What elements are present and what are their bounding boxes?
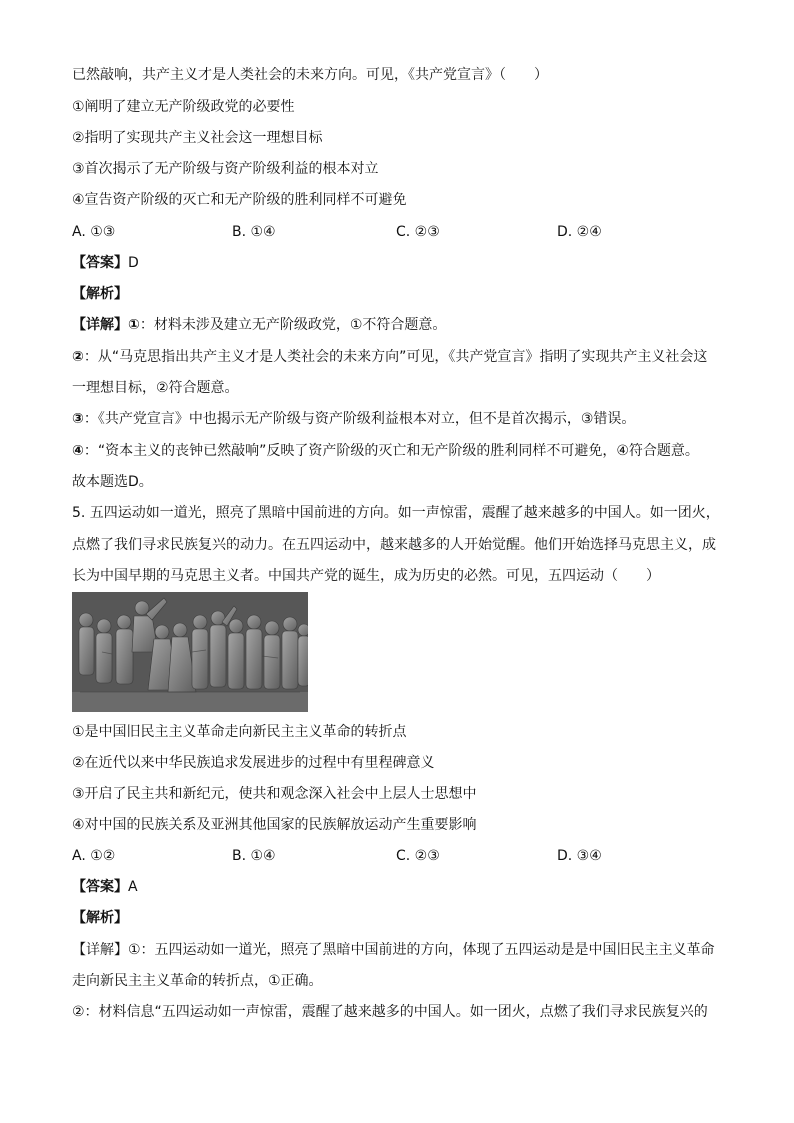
q5-stem-line-1: 5. 五四运动如一道光，照亮了黑暗中国前进的方向。如一声惊雷，震醒了越来越多的中国人。如一团火， — [72, 505, 720, 521]
answer-label: 【答案】 — [72, 255, 128, 271]
q4-statement-2: ②指明了实现共产主义社会这一理想目标 — [72, 130, 323, 146]
detail-mark: ③ — [72, 411, 84, 427]
q4-analysis-label: 【解析】 — [72, 286, 128, 302]
q5-option-d: D. ③④ — [557, 848, 602, 864]
q4-statement-3: ③首次揭示了无产阶级与资产阶级利益的根本对立 — [72, 161, 379, 177]
relief-sculpture-illustration — [72, 592, 308, 712]
q4-detail-2-cont: 一理想目标，②符合题意。 — [72, 380, 239, 396]
detail-label: 【详解】 — [72, 317, 128, 333]
may-fourth-relief-image — [72, 592, 308, 712]
q5-stem-line-2: 点燃了我们寻求民族复兴的动力。在五四运动中，越来越多的人开始觉醒。他们开始选择马克思主义，成 — [72, 537, 716, 553]
q5-statement-4: ④对中国的民族关系及亚洲其他国家的民族解放运动产生重要影响 — [72, 817, 477, 833]
q4-option-c: C. ②③ — [396, 224, 440, 240]
detail-text: ：《共产党宣言》中也揭示无产阶级与资产阶级利益根本对立，但不是首次揭示，③错误。 — [83, 411, 636, 427]
detail-mark: ④ — [72, 443, 84, 459]
q5-analysis-label: 【解析】 — [72, 910, 128, 926]
q5-statement-2: ②在近代以来中华民族追求发展进步的过程中有里程碑意义 — [72, 755, 435, 771]
q5-statement-3: ③开启了民主共和新纪元，使共和观念深入社会中上层人士思想中 — [72, 786, 477, 802]
q5-stem-line-3: 长为中国早期的马克思主义者。中国共产党的诞生，成为历史的必然。可见，五四运动（ ） — [72, 568, 660, 584]
q4-stem-tail: 已然敲响，共产主义才是人类社会的未来方向。可见，《共产党宣言》（ ） — [72, 67, 548, 83]
detail-mark: ① — [128, 317, 140, 333]
q4-answer — [72, 253, 139, 273]
q4-statement-1: ①阐明了建立无产阶级政党的必要性 — [72, 99, 295, 115]
q4-statement-4: ④宣告资产阶级的灭亡和无产阶级的胜利同样不可避免 — [72, 192, 407, 208]
q5-statement-1: ①是中国旧民主主义革命走向新民主主义革命的转折点 — [72, 724, 407, 740]
q5-option-a: A. ①② — [72, 848, 116, 864]
answer-value: A — [128, 879, 138, 895]
q5-option-b: B. ①④ — [232, 848, 276, 864]
q4-detail-2 — [72, 347, 707, 367]
q4-option-b: B. ①④ — [232, 224, 276, 240]
q4-detail-1 — [72, 315, 446, 335]
q5-detail-3: ②：材料信息“五四运动如一声惊雷，震醒了越来越多的中国人。如一团火，点燃了我们寻求民族复兴的 — [72, 1004, 708, 1020]
q5-detail-1: 【详解】①：五四运动如一道光，照亮了黑暗中国前进的方向，体现了五四运动是是中国旧民主主义革命 — [72, 942, 715, 958]
q4-option-d: D. ②④ — [557, 224, 602, 240]
q5-option-c: C. ②③ — [396, 848, 440, 864]
detail-mark: ② — [72, 349, 84, 365]
q5-detail-2: 走向新民主主义革命的转折点，①正确。 — [72, 973, 323, 989]
q4-detail-4 — [72, 441, 699, 461]
q4-option-a: A. ①③ — [72, 224, 116, 240]
detail-text: ：“资本主义的丧钟已然敲响”反映了资产阶级的灭亡和无产阶级的胜利同样不可避免，④符合题意。 — [83, 443, 699, 459]
detail-text: ：材料未涉及建立无产阶级政党，①不符合题意。 — [139, 317, 447, 333]
answer-value: D — [128, 255, 139, 271]
answer-label: 【答案】 — [72, 879, 128, 895]
q4-conclusion: 故本题选D。 — [72, 474, 153, 490]
detail-text: ：从“马克思指出共产主义才是人类社会的未来方向”可见，《共产党宣言》指明了实现共产主义社会这 — [83, 349, 708, 365]
q4-detail-3 — [72, 409, 635, 429]
q5-answer — [72, 877, 138, 897]
